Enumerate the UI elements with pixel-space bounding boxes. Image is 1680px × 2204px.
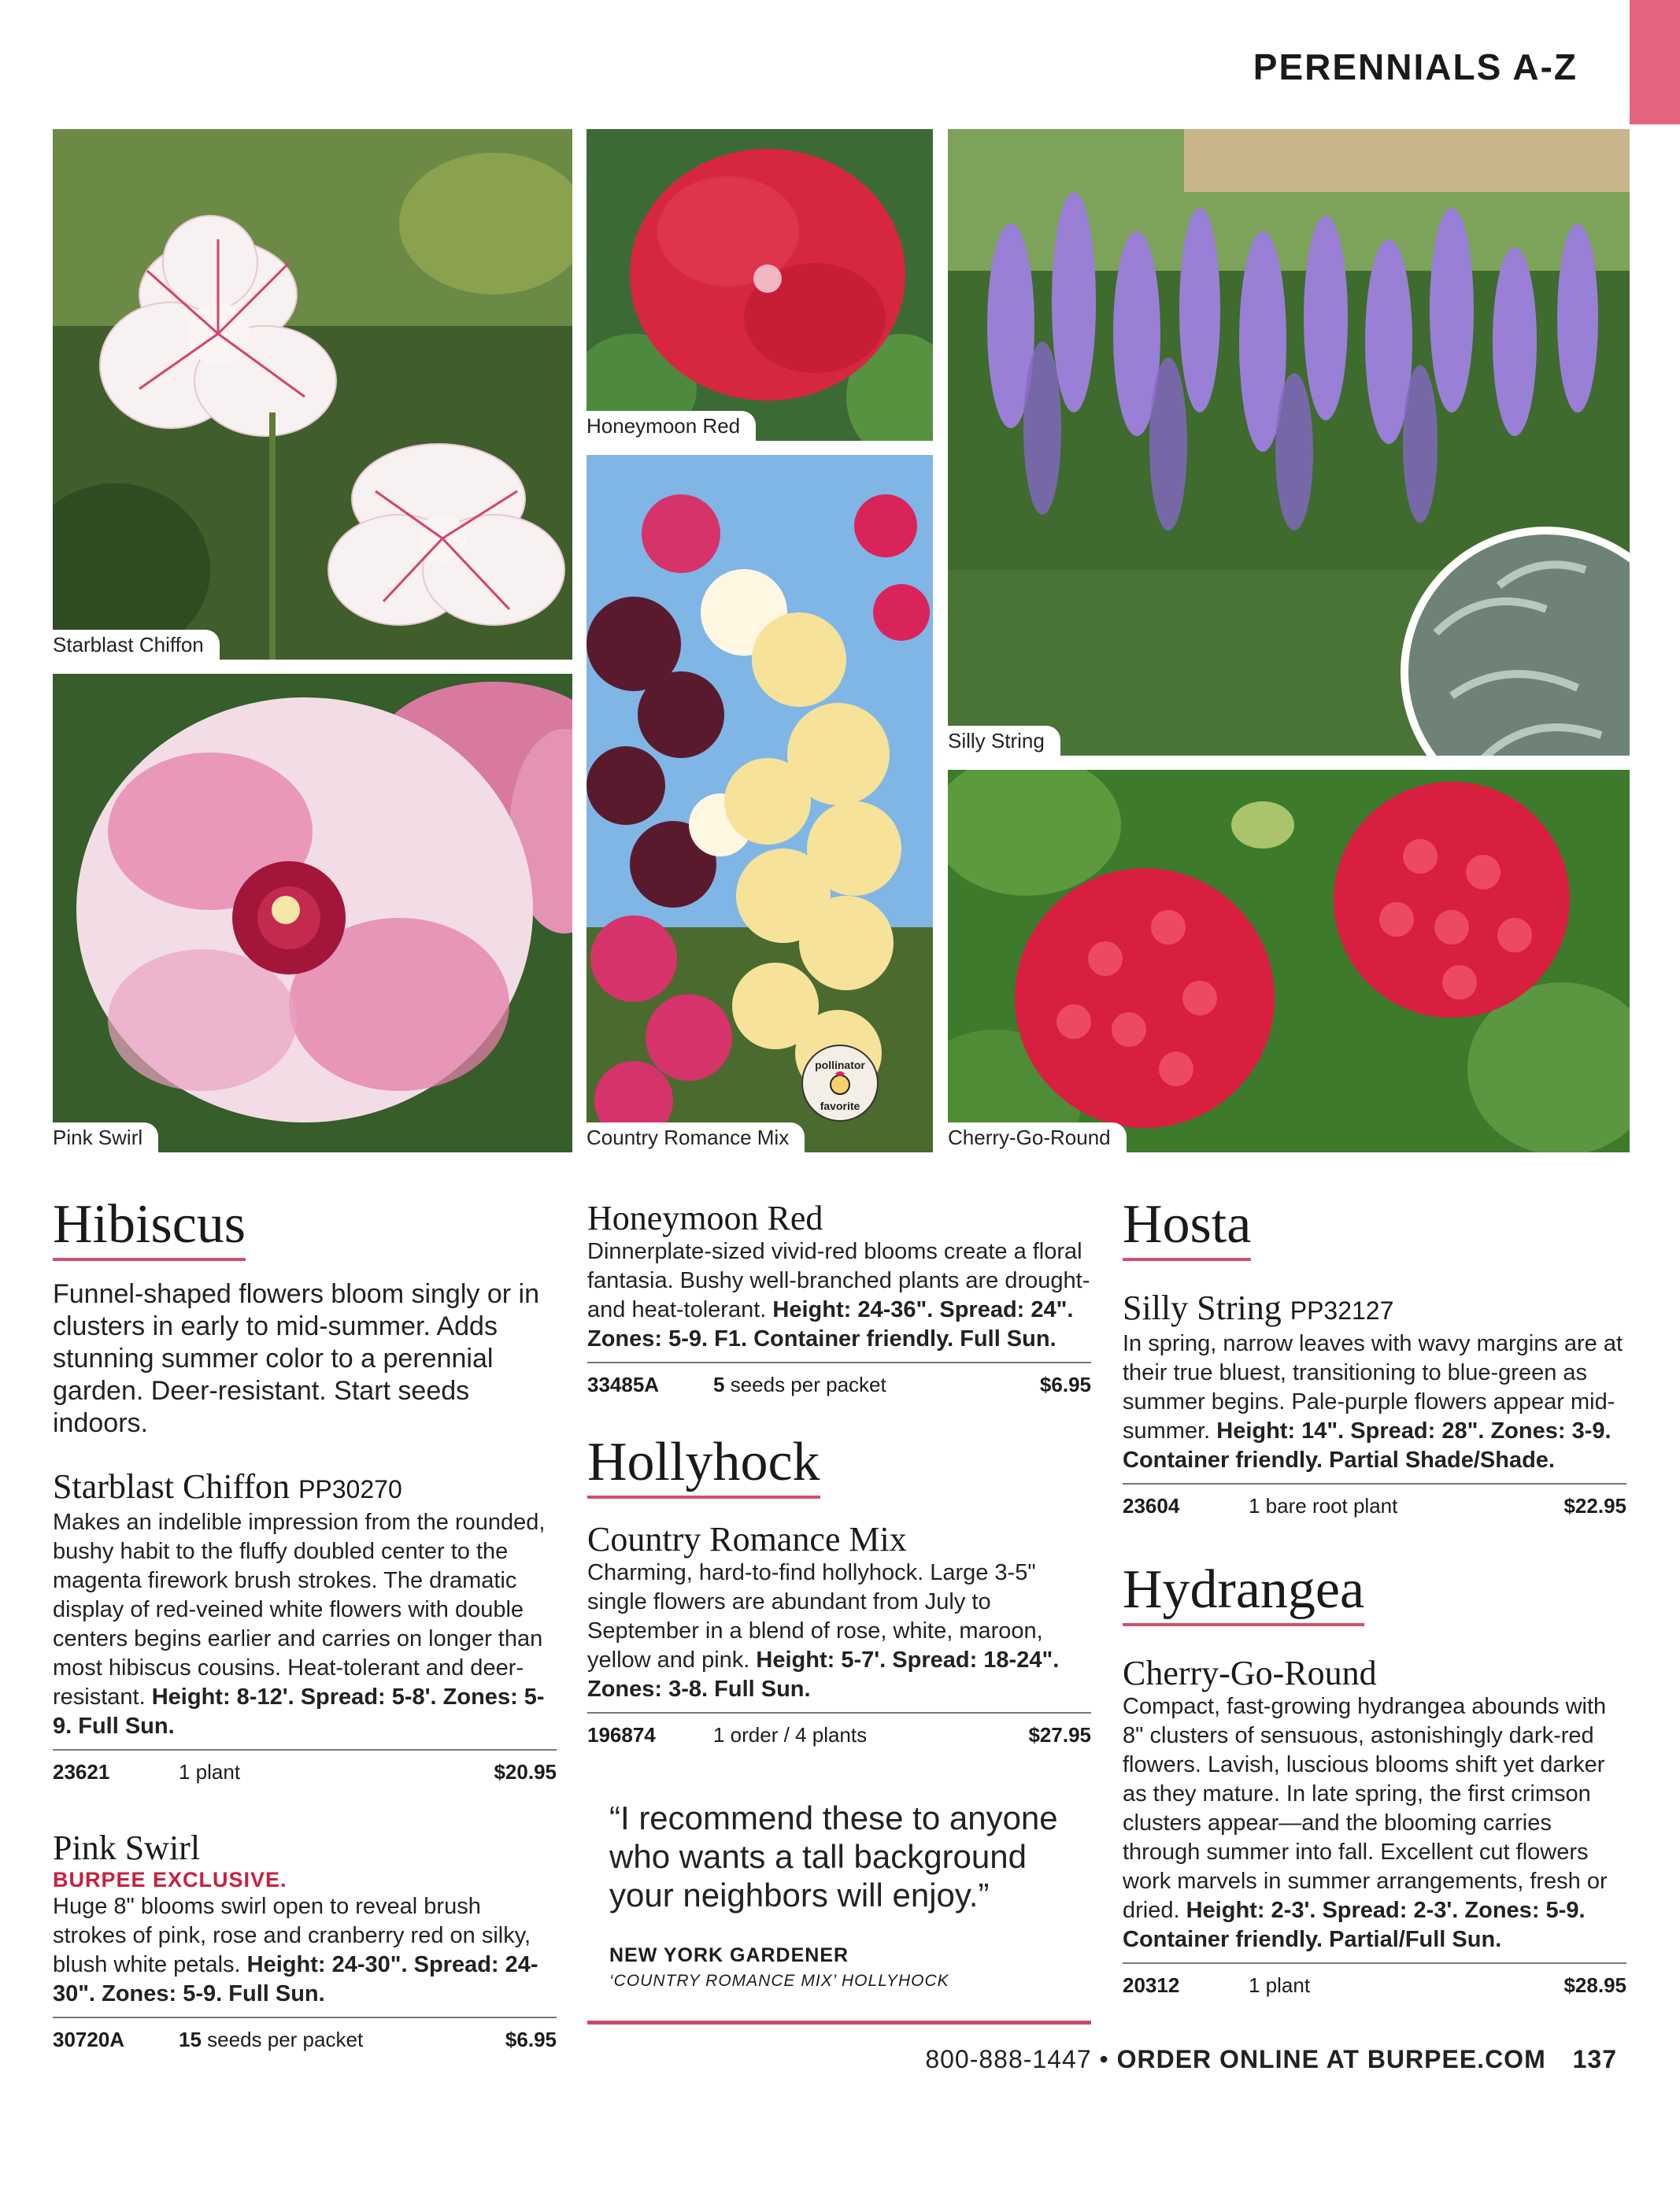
item-number: 196874 (587, 1723, 656, 1747)
country-romance-image (587, 455, 933, 1152)
page-number: 137 (1572, 2045, 1617, 2073)
variety-description (53, 1892, 557, 2009)
variety-description (587, 1237, 1091, 1354)
product-honeymoon (587, 1200, 1091, 1396)
growing-specs: Height: 14". Spread: 28". Zones: 3-9. Container friendly. Partial Shade/Shade. (1123, 1418, 1612, 1473)
variety-description (587, 1559, 1091, 1704)
cherry-image (948, 770, 1630, 1152)
product-cherry-go-round (1123, 1655, 1626, 1997)
description-text: Dinnerplate-sized vivid-red blooms create a floral fantasia. Bushy well-branched plants are drought- and heat-tolerant. (587, 1239, 1090, 1322)
variety-name: Cherry-Go-Round (1123, 1654, 1377, 1692)
quantity: 1 order / 4 plants (713, 1723, 868, 1747)
testimonial-quote: “I recommend these to anyone who wants a tall background your neighbors will enjoy.” (609, 1799, 1058, 1914)
caption-country-romance: Country Romance Mix (587, 1122, 805, 1152)
caption-cherry: Cherry-Go-Round (948, 1122, 1127, 1152)
page-tab (1630, 0, 1680, 124)
description-text: Charming, hard-to-find hollyhock. Large 3-5" single flowers are abundant from July to September in a blend of rose, white, maroon, yellow and pink. (587, 1560, 1043, 1673)
growing-specs: Height: 24-36". Spread: 24". Zones: 5-9. F1. Container friendly. Full Sun. (587, 1297, 1074, 1352)
order-online-link[interactable]: ORDER ONLINE AT BURPEE.COM (1116, 2045, 1546, 2073)
photo-honeymoon-red (587, 129, 933, 441)
product-starblast (53, 1468, 557, 1784)
testimonial-rule (587, 2021, 1091, 2025)
caption-starblast: Starblast Chiffon (53, 630, 220, 660)
quantity: 1 plant (1249, 1973, 1311, 1997)
photo-cherry-go-round (948, 770, 1630, 1152)
variety-description (1123, 1329, 1626, 1475)
description-text: Huge 8" blooms swirl open to reveal brush strokes of pink, rose and cranberry red on silky, blush white petals. (53, 1894, 531, 1977)
order-row (53, 1749, 557, 1784)
badge-bottom-text: favorite (820, 1100, 860, 1112)
quantity-count: 15 (179, 2028, 202, 2051)
variety-name: Country Romance Mix (587, 1520, 907, 1559)
genus-hollyhock: Hollyhock (587, 1434, 820, 1499)
product-silly-string (1123, 1289, 1626, 1518)
genus-hydrangea: Hydrangea (1123, 1562, 1364, 1626)
caption-honeymoon: Honeymoon Red (587, 411, 756, 441)
item-number: 23604 (1123, 1494, 1180, 1518)
product-pink-swirl (53, 1829, 557, 2051)
starblast-image (53, 129, 572, 660)
variety-name: Silly String (1123, 1289, 1282, 1327)
column-hibiscus (53, 1196, 557, 2051)
growing-specs: Height: 8-12'. Spread: 5-8'. Zones: 5-9. Full Sun. (53, 1684, 545, 1739)
quantity: 1 plant (179, 1760, 241, 1784)
item-number: 33485A (587, 1373, 660, 1396)
quantity-unit: seeds per packet (730, 1373, 886, 1396)
section-header: PERENNIALS A-Z (1253, 46, 1578, 87)
quantity (713, 1373, 1040, 1396)
growing-specs: Height: 5-7'. Spread: 18-24". Zones: 3-8. Full Sun. (587, 1647, 1060, 1702)
quantity-unit: seeds per packet (207, 2028, 364, 2051)
quantity-count: 5 (713, 1373, 725, 1396)
genus-hibiscus: Hibiscus (53, 1196, 246, 1261)
honeymoon-image (587, 129, 933, 441)
quantity (179, 2028, 505, 2051)
caption-pink-swirl: Pink Swirl (53, 1122, 158, 1152)
caption-silly-string: Silly String (948, 726, 1060, 756)
column-middle (587, 1200, 1091, 2025)
price: $28.95 (1563, 1973, 1626, 1997)
order-row (1123, 1483, 1626, 1518)
footer-separator: • (1099, 2045, 1109, 2073)
variety-title (1123, 1289, 1626, 1329)
photo-country-romance (587, 455, 933, 1152)
price: $20.95 (494, 1760, 557, 1784)
product-country-romance (587, 1521, 1091, 1747)
price: $22.95 (1563, 1494, 1626, 1518)
order-row (1123, 1962, 1626, 1997)
item-number: 20312 (1123, 1973, 1180, 1997)
plant-patent: PP30270 (298, 1475, 402, 1503)
variety-description (1123, 1692, 1626, 1954)
photo-silly-string (948, 129, 1630, 756)
variety-title (53, 1468, 557, 1508)
photo-starblast-chiffon (53, 129, 572, 660)
plant-patent: PP32127 (1290, 1296, 1394, 1325)
pink-swirl-image (53, 674, 572, 1152)
badge-top-text: pollinator (815, 1059, 865, 1071)
item-number: 30720A (53, 2028, 125, 2051)
order-row (53, 2017, 557, 2051)
testimonial (587, 1799, 1091, 1991)
growing-specs: Height: 24-30". Spread: 24-30". Zones: 5-9. Full Sun. (53, 1952, 538, 2006)
variety-name: Starblast Chiffon (53, 1467, 290, 1506)
testimonial-source: NEW YORK GARDENER (609, 1944, 849, 1966)
price: $27.95 (1028, 1723, 1091, 1747)
variety-description (53, 1508, 557, 1741)
hibiscus-intro: Funnel-shaped flowers bloom singly or in clusters in early to mid-summer. Adds stunning summer color to a perennial garden. Deer-resistant. Start seeds indoors. (53, 1279, 539, 1438)
quantity: 1 bare root plant (1249, 1494, 1398, 1518)
page-footer (925, 2045, 1617, 2074)
variety-name: Honeymoon Red (587, 1199, 823, 1237)
description-text: In spring, narrow leaves with wavy margins are at their true bluest, transitioning to blue-green as summer begins. Pale-purple flowers appear mid-summer. (1123, 1331, 1623, 1444)
exclusive-badge: BURPEE EXCLUSIVE. (53, 1868, 287, 1892)
description-text: Compact, fast-growing hydrangea abounds with 8" clusters of sensuous, astonishingly dark-red flowers. Lavish, luscious blooms shift yet darker as they mature. In late spring, the first crimson clusters appear—and the blooming carries through summer into fall. Excellent cut flowers work marvels in summer arrangements, fresh or dried. (1123, 1694, 1608, 1923)
growing-specs: Height: 2-3'. Spread: 2-3'. Zones: 5-9. Container friendly. Partial/Full Sun. (1123, 1898, 1586, 1952)
photo-pink-swirl (53, 674, 572, 1152)
price: $6.95 (505, 2028, 557, 2051)
order-row (587, 1712, 1091, 1747)
item-number: 23621 (53, 1760, 110, 1784)
order-row (587, 1362, 1091, 1396)
description-text: Makes an indelible impression from the rounded, bushy habit to the fluffy doubled center to the magenta firework brush strokes. The dramatic display of red-veined white flowers with double centers begins earlier and carries on longer than most hibiscus cousins. Heat-tolerant and deer-resistant. (53, 1510, 546, 1710)
price: $6.95 (1039, 1373, 1091, 1396)
testimonial-product: ‘COUNTRY ROMANCE MIX’ HOLLYHOCK (609, 1972, 949, 1990)
column-right (1123, 1196, 1626, 1997)
genus-hosta: Hosta (1123, 1196, 1251, 1261)
phone-number[interactable]: 800-888-1447 (925, 2045, 1092, 2073)
silly-string-image (948, 129, 1630, 756)
variety-name: Pink Swirl (53, 1829, 201, 1867)
